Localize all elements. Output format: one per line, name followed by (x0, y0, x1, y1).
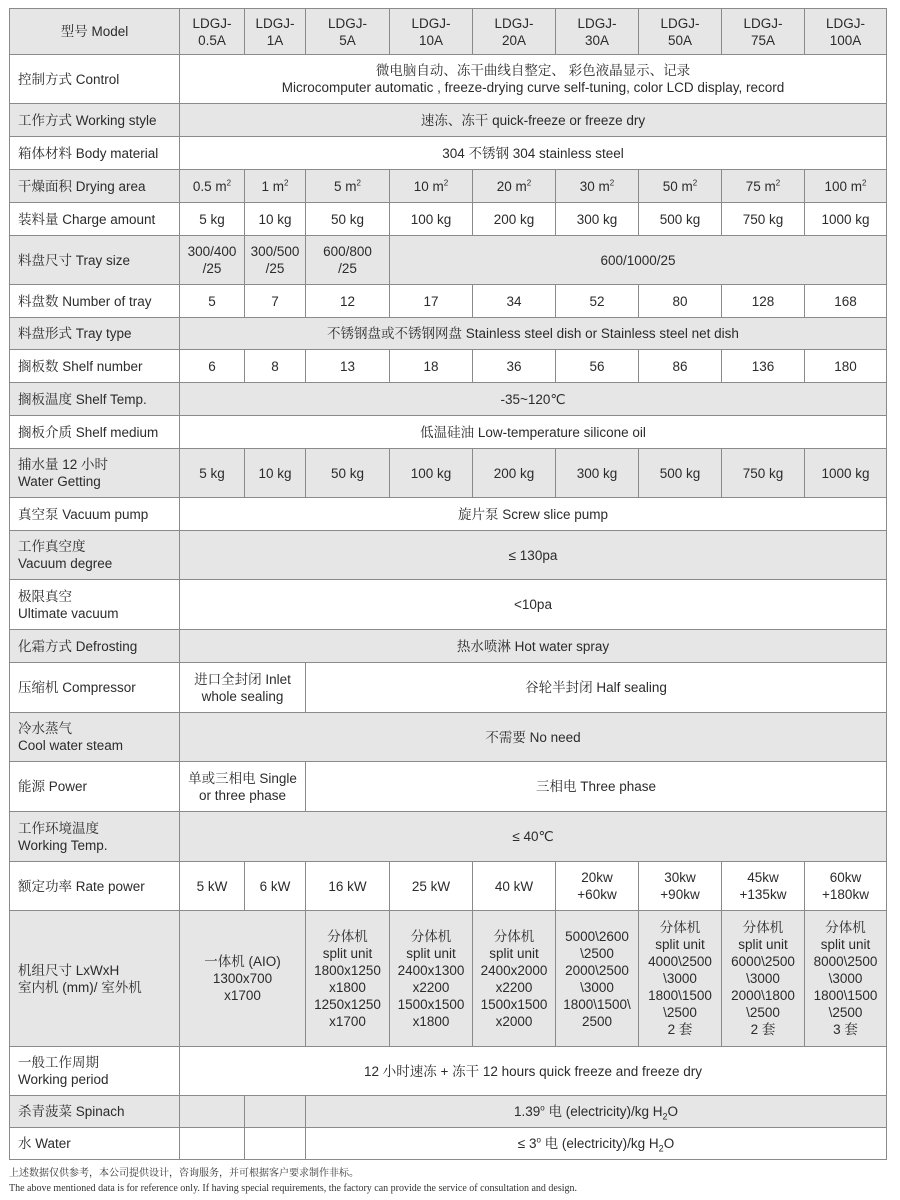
rate-power-cell: 25 kW (390, 862, 473, 911)
charge-cell: 200 kg (473, 203, 556, 236)
charge-cell: 300 kg (556, 203, 639, 236)
tray-number-row (10, 285, 887, 318)
shelf-medium-value: 低温硅油 Low-temperature silicone oil (180, 416, 887, 449)
working-style-value: 速冻、冻干 quick-freeze or freeze dry (180, 104, 887, 137)
rate-power-cell: 16 kW (306, 862, 390, 911)
rate-power-cell: 20kw +60kw (556, 862, 639, 911)
model-cell: LDGJ- 75A (722, 9, 805, 55)
working-style-row (10, 104, 887, 137)
row-label: 化霜方式 Defrosting (10, 630, 180, 663)
row-label: 机组尺寸 LxWxH 室内机 (mm)/ 室外机 (10, 911, 180, 1047)
rate-power-cell: 40 kW (473, 862, 556, 911)
shelf-medium-row (10, 416, 887, 449)
rate-power-cell: 5 kW (180, 862, 245, 911)
empty-cell (245, 1128, 306, 1160)
model-row (10, 9, 887, 55)
charge-cell: 50 kg (306, 203, 390, 236)
footnote-en: The above mentioned data is for reference only. If having special requirements, the factory can provide the service of consultation and design. (9, 1183, 578, 1194)
shelf-temp-value: -35~120℃ (180, 383, 887, 416)
row-label: 料盘尺寸 Tray size (10, 236, 180, 285)
area-cell: 5 $m^2$ (306, 170, 390, 203)
row-label: 冷水蒸气 Cool water steam (10, 713, 180, 762)
rate-power-cell: 30kw +90kw (639, 862, 722, 911)
area-cell: 75 $m^2$ (722, 170, 805, 203)
defrosting-value: 热水喷淋 Hot water spray (180, 630, 887, 663)
water-getting-cell: 50 kg (306, 449, 390, 498)
empty-cell (180, 1128, 245, 1160)
row-label: 工作环境温度 Working Temp. (10, 812, 180, 862)
water-getting-cell: 10 kg (245, 449, 306, 498)
tray-type-value: 不锈钢盘或不锈钢网盘 Stainless steel dish or Stainless steel net dish (180, 318, 887, 350)
ultimate-vacuum-value: <10pa (180, 580, 887, 630)
water-getting-cell: 100 kg (390, 449, 473, 498)
row-label: 箱体材料 Body material (10, 137, 180, 170)
unit-size-cell: 5000\2600 \2500 2000\2500 \3000 1800\1500\ 2500 (556, 911, 639, 1047)
water-value: ≤ $3^o$ 电 (electricity)/kg $H_2O$ (306, 1128, 887, 1160)
tray-size-cell: 600/800 /25 (306, 236, 390, 285)
tray-number-cell: 128 (722, 285, 805, 318)
row-label: 额定功率 Rate power (10, 862, 180, 911)
row-label: 工作真空度 Vacuum degree (10, 531, 180, 580)
shelf-number-cell: 36 (473, 350, 556, 383)
row-label: 搁板数 Shelf number (10, 350, 180, 383)
model-cell: LDGJ- 20A (473, 9, 556, 55)
vacuum-pump-value: 旋片泵 Screw slice pump (180, 498, 887, 531)
unit-size-cell: 分体机 split unit 8000\2500 \3000 1800\1500 \2500 3 套 (805, 911, 887, 1047)
model-label: 型号 Model (10, 9, 180, 55)
shelf-number-cell: 18 (390, 350, 473, 383)
water-getting-cell: 200 kg (473, 449, 556, 498)
rate-power-row (10, 862, 887, 911)
row-label: 料盘数 Number of tray (10, 285, 180, 318)
unit-size-cell: 分体机 split unit 6000\2500 \3000 2000\1800 \2500 2 套 (722, 911, 805, 1047)
tray-size-cell: 300/500 /25 (245, 236, 306, 285)
row-label: 搁板介质 Shelf medium (10, 416, 180, 449)
water-getting-cell: 500 kg (639, 449, 722, 498)
charge-amount-row (10, 203, 887, 236)
shelf-number-cell: 136 (722, 350, 805, 383)
area-cell: 100 $m^2$ (805, 170, 887, 203)
area-cell: 0.5 $m^2$ (180, 170, 245, 203)
shelf-number-row (10, 350, 887, 383)
shelf-temp-row (10, 383, 887, 416)
model-cell: LDGJ- 10A (390, 9, 473, 55)
working-temp-value: ≤ 40℃ (180, 812, 887, 862)
row-label: 能源 Power (10, 762, 180, 812)
row-label: 极限真空 Ultimate vacuum (10, 580, 180, 630)
power-first: 单或三相电 Single or three phase (180, 762, 306, 812)
cool-water-row (10, 713, 887, 762)
unit-size-row (10, 911, 887, 1047)
charge-cell: 500 kg (639, 203, 722, 236)
row-label: 水 Water (10, 1128, 180, 1160)
charge-cell: 10 kg (245, 203, 306, 236)
rate-power-cell: 45kw +135kw (722, 862, 805, 911)
unit-size-cell: 分体机 split unit 2400x2000 x2200 1500x1500 x2000 (473, 911, 556, 1047)
row-label: 压缩机 Compressor (10, 663, 180, 713)
water-getting-cell: 750 kg (722, 449, 805, 498)
charge-cell: 750 kg (722, 203, 805, 236)
tray-size-rest: 600/1000/25 (390, 236, 887, 285)
body-material-row (10, 137, 887, 170)
unit-size-cell: 分体机 split unit 4000\2500 \3000 1800\1500 \2500 2 套 (639, 911, 722, 1047)
model-cell: LDGJ- 50A (639, 9, 722, 55)
area-cell: 10 $m^2$ (390, 170, 473, 203)
tray-number-cell: 5 (180, 285, 245, 318)
tray-type-row (10, 318, 887, 350)
row-label: 装料量 Charge amount (10, 203, 180, 236)
power-row (10, 762, 887, 812)
row-label: 工作方式 Working style (10, 104, 180, 137)
spec-table (9, 8, 887, 1160)
shelf-number-cell: 6 (180, 350, 245, 383)
power-rest: 三相电 Three phase (306, 762, 887, 812)
tray-number-cell: 34 (473, 285, 556, 318)
water-row (10, 1128, 887, 1160)
tray-number-cell: 17 (390, 285, 473, 318)
drying-area-row (10, 170, 887, 203)
cool-water-value: 不需要 No need (180, 713, 887, 762)
tray-number-cell: 52 (556, 285, 639, 318)
rate-power-cell: 6 kW (245, 862, 306, 911)
water-getting-cell: 300 kg (556, 449, 639, 498)
row-label: 杀青菠菜 Spinach (10, 1096, 180, 1128)
model-cell: LDGJ- 100A (805, 9, 887, 55)
row-label: 搁板温度 Shelf Temp. (10, 383, 180, 416)
control-row (10, 55, 887, 104)
row-label: 干燥面积 Drying area (10, 170, 180, 203)
compressor-rest: 谷轮半封闭 Half sealing (306, 663, 887, 713)
area-cell: 1 $m^2$ (245, 170, 306, 203)
model-cell: LDGJ- 0.5A (180, 9, 245, 55)
body-material-value: 304 不锈钢 304 stainless steel (180, 137, 887, 170)
vacuum-degree-row (10, 531, 887, 580)
spinach-row (10, 1096, 887, 1128)
area-cell: 20 $m^2$ (473, 170, 556, 203)
tray-number-cell: 12 (306, 285, 390, 318)
vacuum-degree-value: ≤ 130pa (180, 531, 887, 580)
model-cell: LDGJ- 30A (556, 9, 639, 55)
working-period-row (10, 1047, 887, 1096)
shelf-number-cell: 180 (805, 350, 887, 383)
spinach-value: 1.39$^o$ 电 (electricity)/kg $H_2O$ (306, 1096, 887, 1128)
row-label: 料盘形式 Tray type (10, 318, 180, 350)
rate-power-cell: 60kw +180kw (805, 862, 887, 911)
water-getting-cell: 5 kg (180, 449, 245, 498)
charge-cell: 100 kg (390, 203, 473, 236)
shelf-number-cell: 13 (306, 350, 390, 383)
footnote-cn: 上述数据仅供参考，本公司提供设计，咨询服务，并可根据客户要求制作非标。 (9, 1168, 359, 1179)
row-label: 捕水量 12 小时 Water Getting (10, 449, 180, 498)
compressor-row (10, 663, 887, 713)
row-label: 真空泵 Vacuum pump (10, 498, 180, 531)
working-period-value: 12 小时速冻 + 冻干 12 hours quick freeze and freeze dry (180, 1047, 887, 1096)
water-getting-cell: 1000 kg (805, 449, 887, 498)
tray-number-cell: 80 (639, 285, 722, 318)
unit-size-aio: 一体机 (AIO) 1300x700 x1700 (180, 911, 306, 1047)
model-cell: LDGJ- 5A (306, 9, 390, 55)
compressor-first: 进口全封闭 Inlet whole sealing (180, 663, 306, 713)
empty-cell (245, 1096, 306, 1128)
unit-size-cell: 分体机 split unit 2400x1300 x2200 1500x1500 x1800 (390, 911, 473, 1047)
area-cell: 50 $m^2$ (639, 170, 722, 203)
area-cell: 30 $m^2$ (556, 170, 639, 203)
tray-size-cell: 300/400 /25 (180, 236, 245, 285)
shelf-number-cell: 56 (556, 350, 639, 383)
water-getting-row (10, 449, 887, 498)
vacuum-pump-row (10, 498, 887, 531)
row-label: 一般工作周期 Working period (10, 1047, 180, 1096)
shelf-number-cell: 86 (639, 350, 722, 383)
ultimate-vacuum-row (10, 580, 887, 630)
charge-cell: 1000 kg (805, 203, 887, 236)
charge-cell: 5 kg (180, 203, 245, 236)
empty-cell (180, 1096, 245, 1128)
tray-number-cell: 7 (245, 285, 306, 318)
unit-size-cell: 分体机 split unit 1800x1250 x1800 1250x1250 x1700 (306, 911, 390, 1047)
control-value: 微电脑自动、冻干曲线自整定、 彩色液晶显示、记录 Microcomputer automatic , freeze-drying curve self-tuning, color LCD display, record (180, 55, 887, 104)
defrosting-row (10, 630, 887, 663)
tray-number-cell: 168 (805, 285, 887, 318)
row-label: 控制方式 Control (10, 55, 180, 104)
tray-size-row (10, 236, 887, 285)
working-temp-row (10, 812, 887, 862)
model-cell: LDGJ- 1A (245, 9, 306, 55)
shelf-number-cell: 8 (245, 350, 306, 383)
